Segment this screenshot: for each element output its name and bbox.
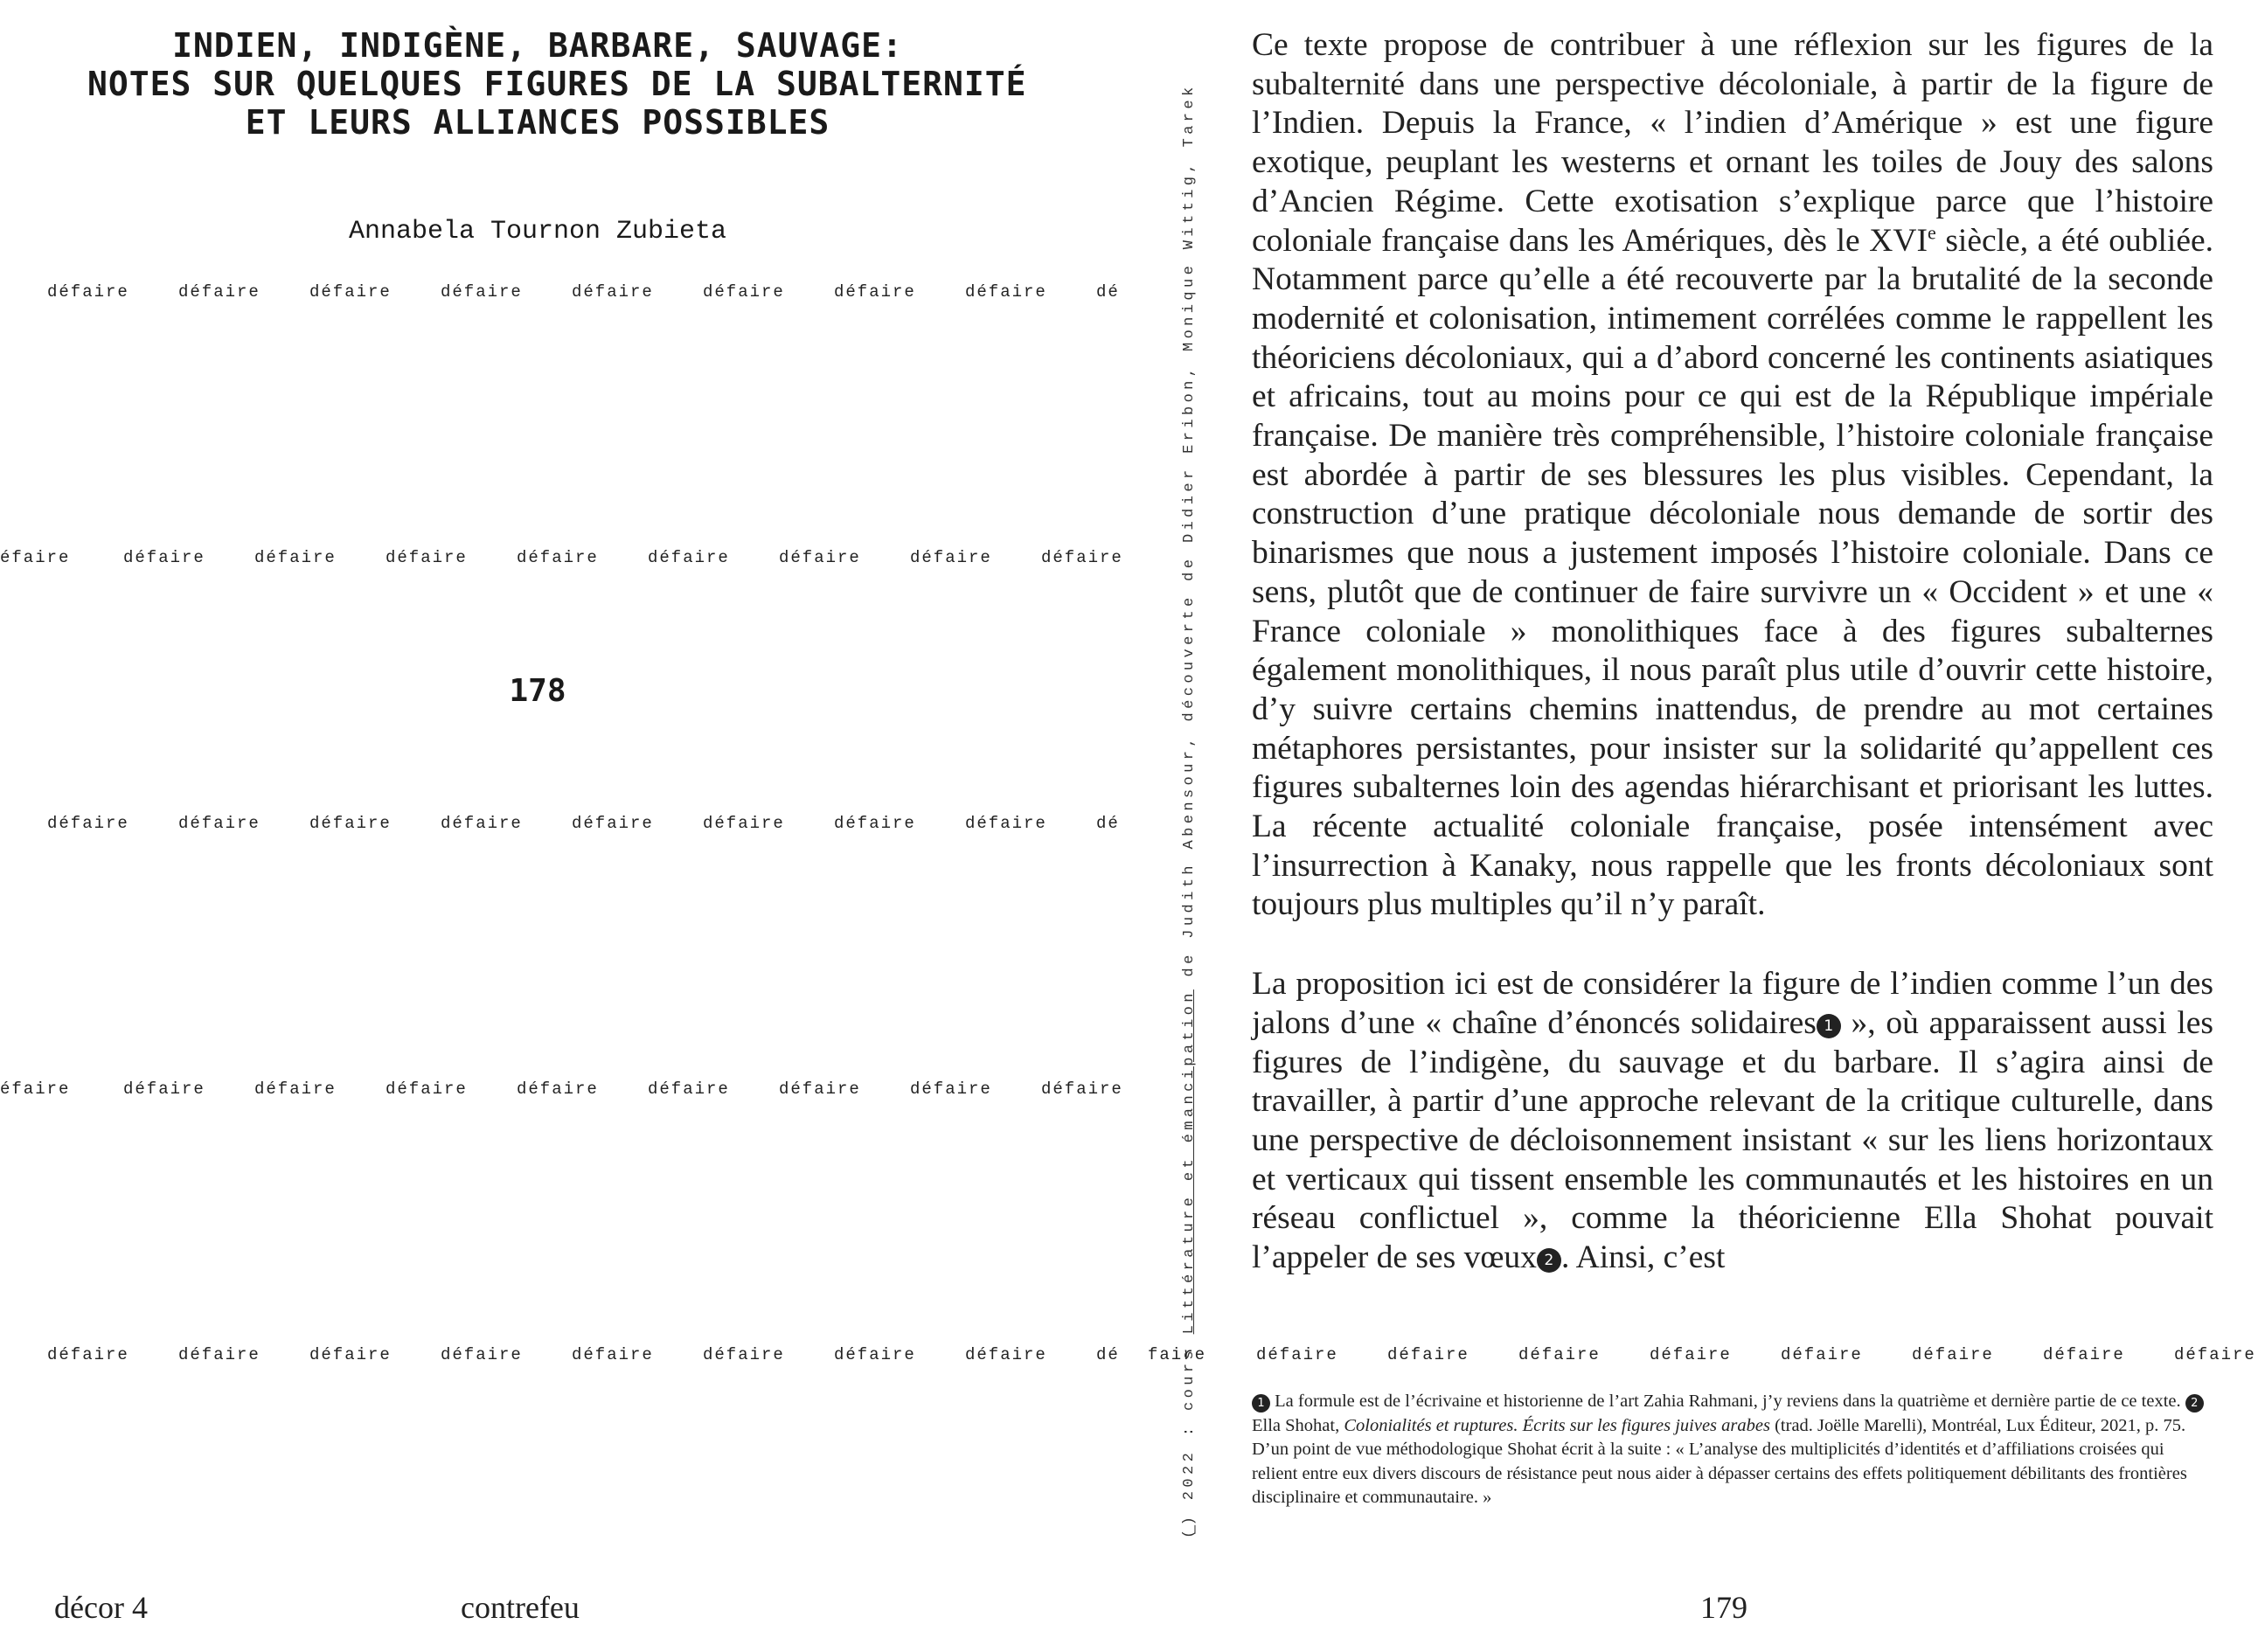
defaire-word: défaire <box>779 1079 861 1099</box>
defaire-word: défaire <box>1041 1079 1123 1099</box>
footnote-2-title: Colonialités et ruptures. Écrits sur les figures juives arabes <box>1344 1415 1770 1435</box>
defaire-word: défaire <box>178 814 261 833</box>
defaire-word: défaire <box>47 282 129 302</box>
defaire-word: éfaire <box>0 548 71 567</box>
footnote-marker-1: 1 <box>1252 1394 1270 1413</box>
title-line-1: INDIEN, INDIGÈNE, BARBARE, SAUVAGE: <box>172 26 903 65</box>
defaire-word: défaire <box>572 282 654 302</box>
defaire-row <box>0 1079 1136 1101</box>
paragraph <box>1252 965 2213 1278</box>
defaire-word: défaire <box>965 1345 1047 1364</box>
paragraph <box>1252 26 2213 925</box>
footnote-1-text: La formule est de l’écrivaine et historienne de l’art Zahia Rahmani, j’y reviens dans la quatrième et dernière partie de ce texte. <box>1270 1392 2185 1411</box>
defaire-word: défaire <box>1912 1345 1994 1364</box>
article-body <box>1252 26 2213 1318</box>
paragraph-text: Ce texte propose de contribuer à une réflexion sur les figures de la subalternité dans une perspective décoloniale, à partir de la figure de l’Indien. Depuis la France, « l’indien d’Amérique » est une figure exotique, peuplant les westerns et ornant les toiles de Jouy des salons d’Ancien Régime. Cette exotisation s’explique parce que l’histoire coloniale française dans les Amériques, dès le XVI <box>1252 27 2213 259</box>
title-line-2: NOTES SUR QUELQUES FIGURES DE LA SUBALTERNITÉ <box>87 65 1027 103</box>
defaire-word: défaire <box>703 1345 785 1364</box>
defaire-word: défaire <box>123 548 205 567</box>
defaire-word: défaire <box>517 548 599 567</box>
defaire-word: défaire <box>965 814 1047 833</box>
spine-text <box>1181 83 1198 1538</box>
paragraph-text: », où apparaissent aussi les figures de l’indigène, du sauvage et du barbare. Il s’agira ainsi de travailler, à partir d’une approche relevant de la critique culturelle, dans une perspective de décloisonnement insistant « sur les liens horizontaux et verticaux qui tissent ensemble les communautés et les histoires en un réseau conflictuel », comme la théoricienne Ella Shohat pouvait l’appeler de ses vœux <box>1252 1004 2214 1276</box>
footnote-2-author: Ella Shohat, <box>1252 1415 1344 1435</box>
defaire-word: défaire <box>1518 1345 1601 1364</box>
defaire-word: défaire <box>309 1345 392 1364</box>
paragraph-text: . Ainsi, c’est <box>1560 1239 1726 1276</box>
defaire-word: défaire <box>1387 1345 1469 1364</box>
footnote-ref-1[interactable]: 1 <box>1817 1014 1841 1038</box>
footer-center: contrefeu <box>461 1590 580 1625</box>
defaire-word: défaire <box>834 282 916 302</box>
defaire-word: défaire <box>254 548 337 567</box>
defaire-word: défaire <box>648 1079 730 1099</box>
superscript: e <box>1927 221 1936 244</box>
defaire-word: défaire <box>703 282 785 302</box>
footnote-2-rest: (trad. Joëlle Marelli), Montréal, Lux Éditeur, 2021, p. 75. D’un point de vue méthodologique Shohat écrit à la suite : « L’analyse des multiplicités d’identités et d’affiliations croisées qui relient entre eux divers discours de résistance peut nous aider à dépasser certains des effets politiquement débilitants des frontières disciplinaire et communautaire. » <box>1252 1415 2187 1507</box>
defaire-word: défaire <box>178 1345 261 1364</box>
footer-left: décor 4 <box>54 1590 148 1625</box>
footer-right-page-number: 179 <box>1700 1590 1747 1625</box>
defaire-row <box>0 814 1136 836</box>
defaire-word: défaire <box>834 814 916 833</box>
article-title <box>87 26 1027 142</box>
defaire-word: défaire <box>1650 1345 1732 1364</box>
footnote-marker-2: 2 <box>2185 1394 2204 1413</box>
defaire-word-tail: faire <box>1148 1345 1207 1364</box>
defaire-word: défaire <box>517 1079 599 1099</box>
defaire-word: défaire <box>834 1345 916 1364</box>
defaire-word: défaire <box>309 282 392 302</box>
defaire-word: défaire <box>47 814 129 833</box>
defaire-word: défaire <box>254 1079 337 1099</box>
defaire-word: dé <box>1096 1345 1120 1364</box>
defaire-word: éfaire <box>0 1079 71 1099</box>
spine-underlined: Littérature et émancipation <box>1181 989 1198 1335</box>
footnotes <box>1252 1390 2205 1510</box>
title-line-3: ET LEURS ALLIANCES POSSIBLES <box>245 103 830 142</box>
paragraph-text: La proposition ici est de considérer la figure de l’indien comme l’un des jalons d’une « chaîne d’énoncés solidaires <box>1252 966 2213 1041</box>
defaire-row <box>0 282 1136 304</box>
defaire-word: défaire <box>309 814 392 833</box>
defaire-word: défaire <box>572 1345 654 1364</box>
defaire-word: défaire <box>441 814 523 833</box>
defaire-word: défaire <box>2174 1345 2256 1364</box>
left-page-number: 178 <box>509 673 566 709</box>
defaire-word: défaire <box>703 814 785 833</box>
defaire-word: défaire <box>910 548 992 567</box>
footnote-ref-2[interactable]: 2 <box>1537 1248 1561 1273</box>
defaire-word: défaire <box>386 548 468 567</box>
defaire-word: défaire <box>386 1079 468 1099</box>
paragraph-text: siècle, a été oubliée. Notamment parce qu’elle a été recouverte par la brutalité de la seconde modernité et colonisation, intimement corrélées comme le rappellent les théoriciens décoloniaux, qui a d’abord concerné les continents asiatiques et africains, tout au moins pour ce qui est de la République impériale française. De manière très compréhensible, l’histoire coloniale française est abordée à partir de ses blessures les plus visibles. Cependant, la construction d’une pratique décoloniale nous demande de sortir des binarismes que nous a justement imposés l’histoire coloniale. Dans ce sens, plutôt que de continuer de faire survivre un « Occident » et une « France coloniale » monolithiques face à des figures subalternes également monolithiques, il nous paraît plus utile d’ouvrir cette histoire, d’y suivre certains chemins inattendus, de prendre au mot certaines métaphores persistantes, pour insister sur la solidarité qu’appellent ces figures subalternes loin des agendas hiérarchisant et priorisant les luttes. La récente actualité coloniale française, posée intensément avec l’insurrection à Kanaky, nous rappelle que les fronts décoloniaux sont toujours plus multiples qu’il n’y paraît. <box>1252 222 2213 923</box>
defaire-word: défaire <box>1041 548 1123 567</box>
spine-rest: de Judith Abensour, découverte de Didier Eribon, Monique Wittig, Tarek <box>1181 83 1198 990</box>
defaire-word: défaire <box>1256 1345 1338 1364</box>
defaire-word: défaire <box>572 814 654 833</box>
defaire-word: défaire <box>441 282 523 302</box>
defaire-word: défaire <box>1781 1345 1863 1364</box>
defaire-word: dé <box>1096 814 1120 833</box>
defaire-word: défaire <box>779 548 861 567</box>
author-name: Annabela Tournon Zubieta <box>348 217 727 246</box>
defaire-word: défaire <box>178 282 261 302</box>
defaire-row <box>0 1345 2258 1367</box>
defaire-word: défaire <box>965 282 1047 302</box>
defaire-row <box>0 548 1136 570</box>
spine-lead: (̲) 2022 : cours <box>1181 1334 1198 1538</box>
defaire-word: défaire <box>648 548 730 567</box>
defaire-word: défaire <box>441 1345 523 1364</box>
defaire-word: défaire <box>123 1079 205 1099</box>
defaire-word: défaire <box>910 1079 992 1099</box>
defaire-word: dé <box>1096 282 1120 302</box>
defaire-word: défaire <box>47 1345 129 1364</box>
defaire-word: défaire <box>2043 1345 2125 1364</box>
